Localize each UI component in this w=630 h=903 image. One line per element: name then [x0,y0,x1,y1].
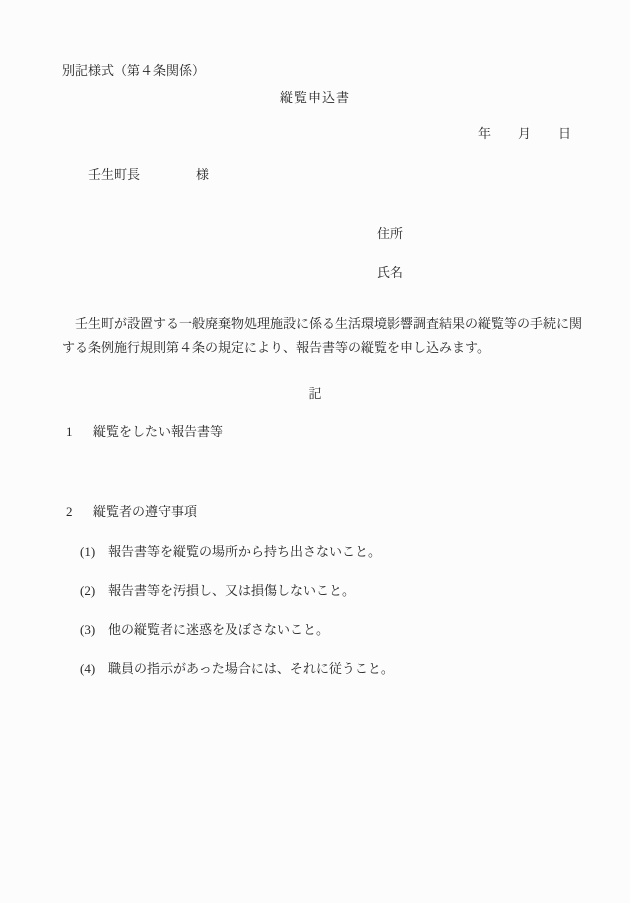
date-month-label: 月 [518,126,532,141]
addressee-title: 壬生町長 [88,167,141,182]
body-paragraph: 壬生町が設置する一般廃棄物処理施設に係る生活環境影響調査結果の縦覧等の手続に関する条例施行規則第４条の規定により、報告書等の縦覧を申し込みます。 [62,316,583,355]
applicant-address-label: 住所 [377,226,404,241]
date-year-label: 年 [478,126,492,141]
rule-2-text: 報告書等を汚損し、又は損傷しないこと。 [108,583,356,598]
section-1-title: 縦覧をしたい報告書等 [93,424,224,439]
applicant-name-label: 氏名 [377,265,404,280]
rule-item [80,661,394,677]
addressee-honorific: 様 [196,167,210,182]
rule-1-text: 報告書等を縦覧の場所から持ち出さないこと。 [108,544,382,559]
addressee-line [88,167,209,183]
rule-item [80,622,329,638]
section-1 [66,424,223,440]
date-day-label: 日 [558,126,572,141]
section-1-number: 1 [66,424,73,439]
rule-item [80,583,355,599]
section-2-number: 2 [66,504,73,519]
rule-4-number: (4) [80,661,96,676]
form-style-label: 別記様式（第４条関係） [62,63,206,78]
rule-3-number: (3) [80,622,96,637]
date-line [478,126,571,142]
rule-3-text: 他の縦覧者に迷惑を及ぼさないこと。 [108,622,330,637]
rule-item [80,544,381,560]
section-2 [66,504,197,520]
document-title: 縦覧申込書 [279,90,350,105]
record-heading: 記 [308,386,322,401]
rule-4-text: 職員の指示があった場合には、それに従うこと。 [108,661,394,676]
rule-1-number: (1) [80,544,96,559]
section-2-title: 縦覧者の遵守事項 [93,504,198,519]
rule-2-number: (2) [80,583,96,598]
